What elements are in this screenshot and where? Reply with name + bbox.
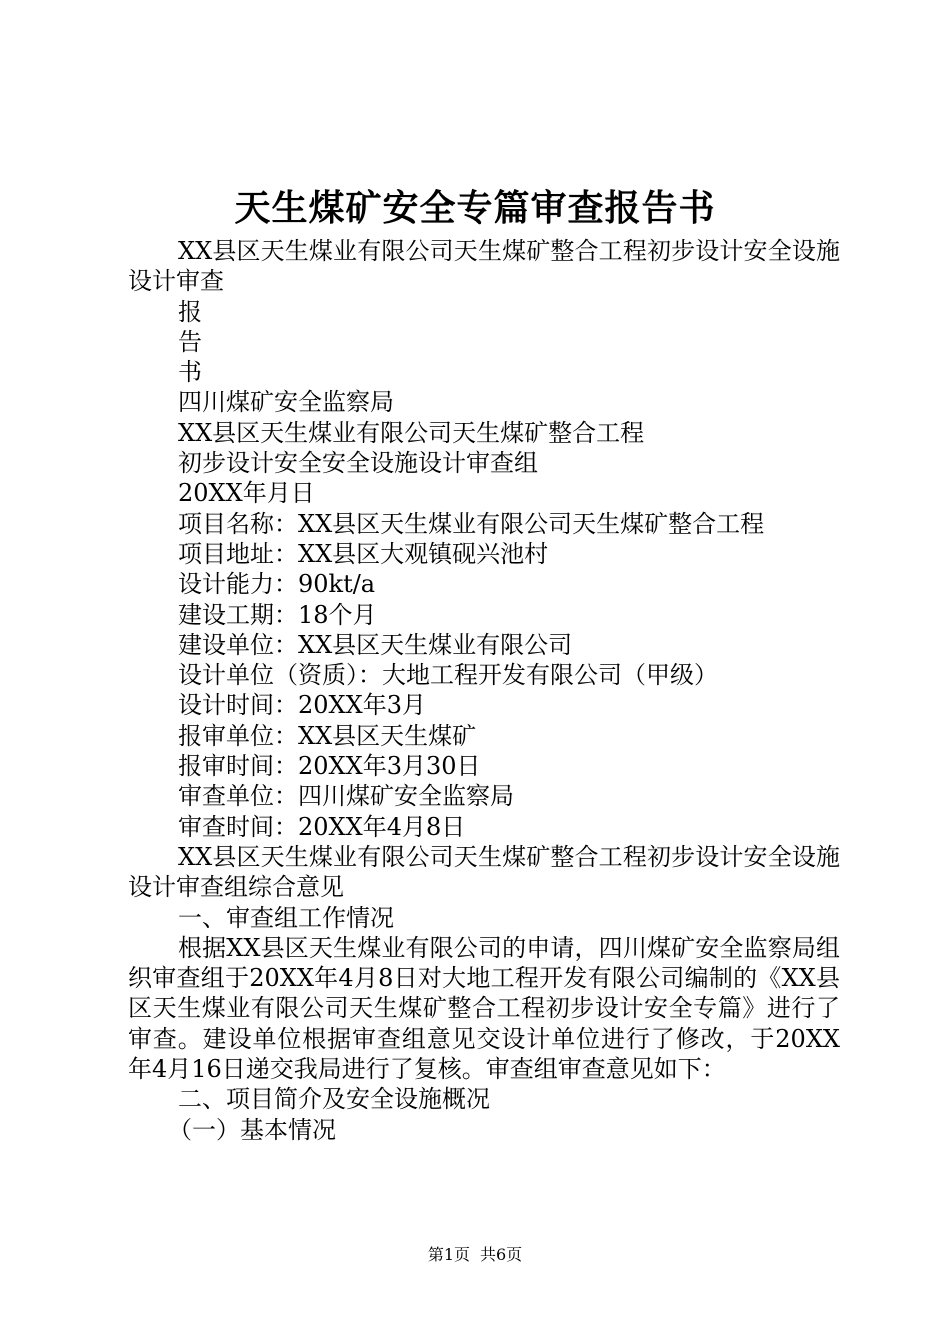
- document-body: [128, 236, 840, 1145]
- review-time-field: 审查时间：20XX年4月8日: [178, 812, 466, 841]
- document-title: 天生煤矿安全专篇审查报告书: [234, 187, 716, 229]
- line-gao: 告: [178, 327, 202, 356]
- review-group-line: 初步设计安全安全设施设计审查组: [178, 449, 538, 478]
- line-shu: 书: [178, 358, 202, 387]
- section-heading-2: 二、项目简介及安全设施概况: [178, 1085, 490, 1114]
- section-heading-1: 一、审查组工作情况: [178, 903, 394, 932]
- construction-unit-field: 建设单位：XX县区天生煤业有限公司: [178, 630, 573, 659]
- section-1-paragraph: 根据XX县区天生煤业有限公司的申请，四川煤矿安全监察局组织审查组于20XX年4月8日对大地工程开发有限公司编制的《XX县区天生煤业有限公司天生煤矿整合工程初步设计安全专篇》进行了审查。建设单位根据审查组意见交设计单位进行了修改，于20XX年4月16日递交我局进行了复核。审查组审查意见如下：: [128, 933, 840, 1084]
- submit-unit-field: 报审单位：XX县区天生煤矿: [178, 721, 477, 750]
- review-unit-field: 审查单位：四川煤矿安全监察局: [178, 782, 514, 811]
- opinion-heading: XX县区天生煤业有限公司天生煤矿整合工程初步设计安全设施设计审查组综合意见: [128, 842, 840, 902]
- design-capacity-field: 设计能力：90kt/a: [178, 570, 376, 599]
- project-address-field: 项目地址：XX县区大观镇砚兴池村: [178, 539, 549, 568]
- project-name-field: 项目名称：XX县区天生煤业有限公司天生煤矿整合工程: [178, 509, 765, 538]
- submit-time-field: 报审时间：20XX年3月30日: [178, 752, 481, 781]
- page-footer: [0, 1245, 950, 1265]
- page-number: 第1页: [427, 1245, 470, 1264]
- date-line: 20XX年月日: [178, 479, 315, 508]
- line-bao: 报: [178, 297, 202, 326]
- issuer-line: 四川煤矿安全监察局: [178, 388, 394, 417]
- page-total: 共6页: [480, 1245, 523, 1264]
- project-line: XX县区天生煤业有限公司天生煤矿整合工程: [178, 418, 645, 447]
- design-unit-field: 设计单位（资质）：大地工程开发有限公司（甲级）: [178, 661, 718, 690]
- subsection-heading: （一）基本情况: [168, 1115, 336, 1144]
- design-time-field: 设计时间：20XX年3月: [178, 691, 426, 720]
- paragraph-intro: XX县区天生煤业有限公司天生煤矿整合工程初步设计安全设施设计审查: [128, 237, 840, 296]
- construction-period-field: 建设工期：18个月: [178, 600, 377, 629]
